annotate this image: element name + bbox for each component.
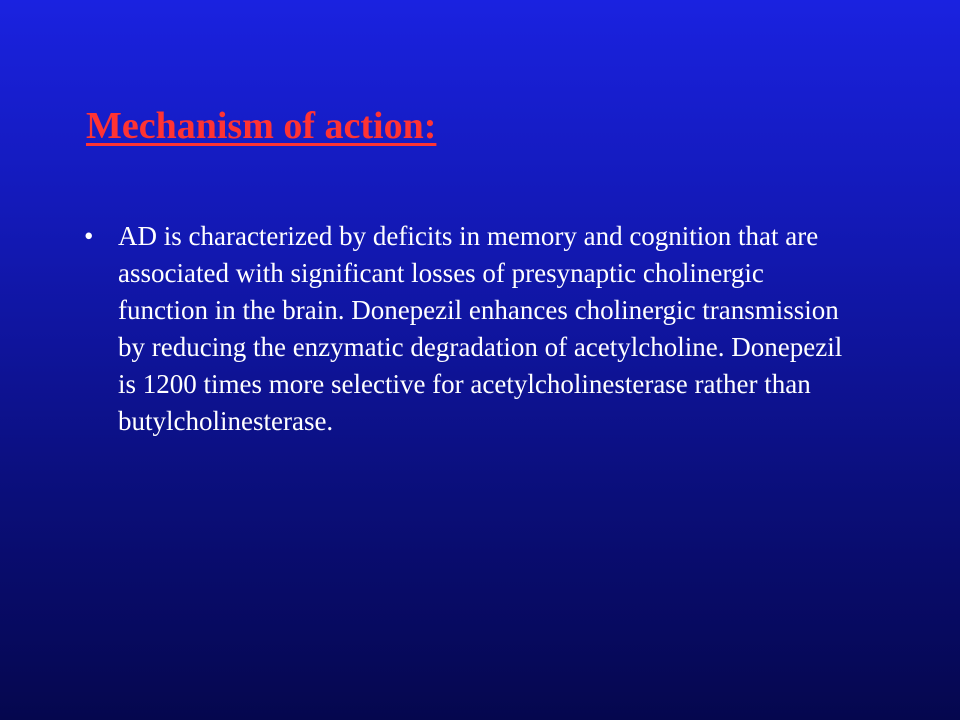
bullet-dot-icon: • bbox=[84, 221, 94, 251]
slide-title: Mechanism of action: bbox=[86, 105, 437, 147]
bullet-list bbox=[84, 218, 854, 440]
bullet-item bbox=[84, 218, 854, 440]
bullet-text: AD is characterized by deficits in memory and cognition that are associated with significant losses of presynaptic cholinergic function in the brain. Donepezil enhances cholinergic transmission by reducing the enzymatic degradation of acetylcholine. Donepezil is 1200 times more selective for acetylcholinesterase rather than butylcholinesterase. bbox=[118, 221, 843, 436]
